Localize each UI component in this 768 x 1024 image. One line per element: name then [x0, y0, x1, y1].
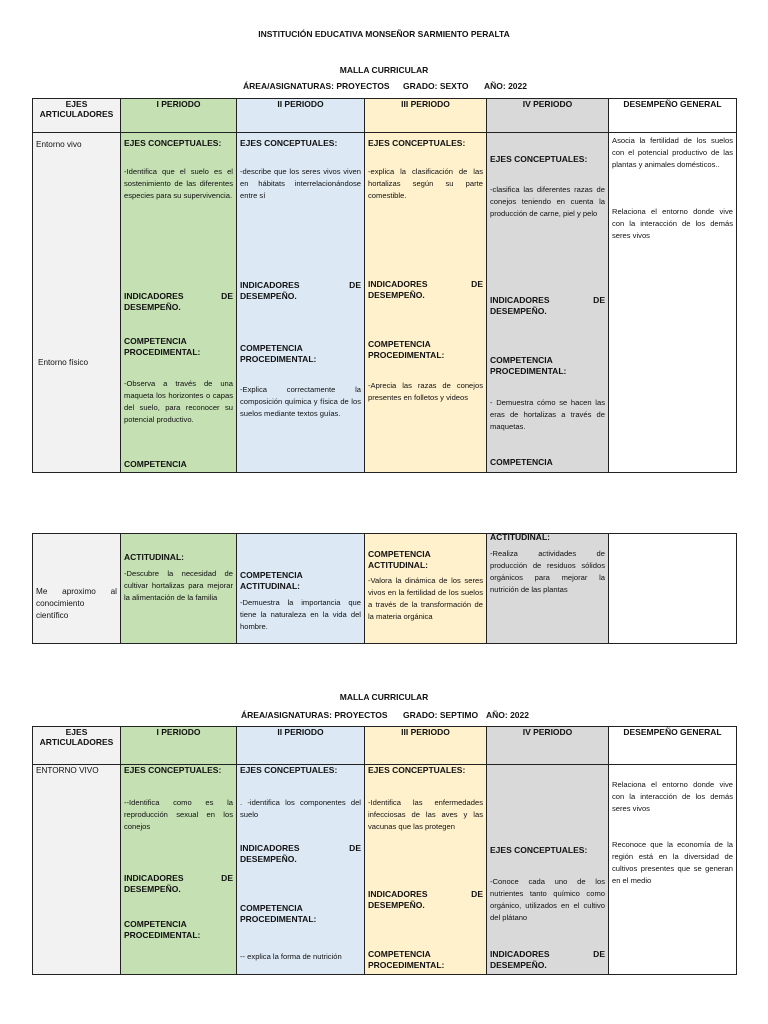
periodo-3-cell	[365, 534, 487, 644]
desempeno-text-2: Reconoce que la economía de la región está en la diversidad de cultivos presentes que se generan en el medio	[612, 840, 733, 885]
eje-entorno-vivo: Entorno vivo	[36, 140, 82, 149]
p1-procedimental-text: -Observa a través de una maqueta los horizontes o capas del suelo, para reconocer su potencial productivo.	[124, 379, 233, 424]
p1-conceptual-text: -Identifica que el suelo es el sostenimiento de las diferentes especies para su supervivencia.	[124, 167, 233, 200]
p2-procedimental-text: -- explica la forma de nutrición	[240, 952, 342, 961]
header-periodo-3: III PERIODO	[365, 727, 487, 765]
label-ejes-conceptuales: EJES CONCEPTUALES:	[240, 138, 338, 148]
label-actitudinal: ACTITUDINAL:	[490, 532, 550, 542]
label-ejes-conceptuales: EJES CONCEPTUALES:	[124, 765, 222, 775]
desempeno-cell	[609, 133, 737, 473]
label-competencia-procedimental: COMPETENCIA PROCEDIMENTAL:	[240, 343, 317, 364]
curriculum-table-sexto-continued	[32, 533, 737, 644]
label-competencia-procedimental: COMPETENCIA PROCEDIMENTAL:	[490, 355, 567, 376]
p3-actitudinal-text: -Valora la dinámica de los seres vivos en la fertilidad de los suelos a través de la transformación de la materia orgánica	[368, 576, 483, 621]
p4-actitudinal-text: -Realiza actividades de producción de residuos sólidos orgánicos para mejorar la nutrición de las plantas	[490, 549, 605, 594]
label-competencia-procedimental: COMPETENCIA PROCEDIMENTAL:	[240, 903, 317, 924]
eje-entorno-fisico: Entorno físico	[38, 358, 89, 367]
curriculum-table-septimo	[32, 726, 737, 975]
grado-sexto: GRADO: SEXTO	[403, 81, 469, 91]
label-competencia-actitudinal: COMPETENCIA ACTITUDINAL:	[368, 549, 431, 570]
p3-conceptual-text: -Identifica las enfermedades infecciosas de las aves y las vacunas que las protegen	[368, 798, 483, 831]
header-periodo-4: IV PERIODO	[487, 727, 609, 765]
label-competencia-procedimental: COMPETENCIA PROCEDIMENTAL:	[124, 919, 201, 940]
periodo-3-cell	[365, 133, 487, 473]
p4-procedimental-text: - Demuestra cómo se hacen las eras de hortalizas a través de maquetas.	[490, 398, 605, 431]
label-ejes-conceptuales: EJES CONCEPTUALES:	[490, 154, 588, 164]
p4-conceptual-text: -clasifica las diferentes razas de conejos teniendo en cuenta la producción de carne, piel y pelo	[490, 185, 605, 218]
periodo-2-cell	[237, 133, 365, 473]
label-competencia-procedimental: COMPETENCIA PROCEDIMENTAL:	[368, 949, 445, 970]
header-periodo-3: III PERIODO	[365, 99, 487, 133]
p2-procedimental-text: -Explica correctamente la composición química y física de los suelos mediante textos guías.	[240, 385, 361, 418]
label-competencia: COMPETENCIA	[490, 457, 553, 467]
header-ejes: EJES ARTICULADORES	[33, 727, 121, 765]
periodo-4-cell	[487, 133, 609, 473]
label-ejes-conceptuales: EJES CONCEPTUALES:	[240, 765, 338, 775]
ejes-cell	[33, 765, 121, 975]
desempeno-cell	[609, 534, 737, 644]
label-indicadores: INDICADORES DE DESEMPEÑO.	[124, 873, 233, 894]
p1-conceptual-text: --Identifica como es la reproducción sexual en los conejos	[124, 798, 233, 831]
periodo-2-cell	[237, 534, 365, 644]
area-sexto: ÁREA/ASIGNATURAS: PROYECTOS	[243, 81, 390, 91]
header-desempeno: DESEMPEÑO GENERAL	[609, 99, 737, 133]
anio-sexto: AÑO: 2022	[484, 81, 527, 91]
ejes-cell	[33, 534, 121, 644]
label-ejes-conceptuales: EJES CONCEPTUALES:	[368, 765, 466, 775]
label-indicadores: INDICADORES DE DESEMPEÑO.	[240, 280, 361, 301]
grado-septimo: GRADO: SEPTIMO	[403, 710, 479, 720]
periodo-3-cell	[365, 765, 487, 975]
label-indicadores: INDICADORES DE DESEMPEÑO.	[490, 949, 605, 970]
header-periodo-4: IV PERIODO	[487, 99, 609, 133]
area-septimo: ÁREA/ASIGNATURAS: PROYECTOS	[241, 710, 388, 720]
periodo-1-cell	[121, 765, 237, 975]
desempeno-text-2: Relaciona el entorno donde vive con la interacción de los demás seres vivos	[612, 207, 733, 240]
desempeno-text-1: Relaciona el entorno donde vive con la interacción de los demás seres vivos	[612, 780, 733, 813]
p2-conceptual-text: -describe que los seres vivos viven en hábitats interrelacionándose entre sí	[240, 167, 361, 200]
curriculum-table-sexto	[32, 98, 737, 473]
periodo-4-cell	[487, 765, 609, 975]
label-actitudinal: ACTITUDINAL:	[124, 552, 184, 562]
periodo-4-cell	[487, 534, 609, 644]
header-periodo-1: I PERIODO	[121, 99, 237, 133]
label-competencia-procedimental: COMPETENCIA PROCEDIMENTAL:	[124, 336, 201, 357]
periodo-1-cell	[121, 133, 237, 473]
periodo-2-cell	[237, 765, 365, 975]
malla-title-sexto: MALLA CURRICULAR	[339, 65, 429, 75]
anio-septimo: AÑO: 2022	[486, 710, 529, 720]
p2-conceptual-text: . -identifica los componentes del suelo	[240, 798, 361, 819]
p4-conceptual-text: -Conoce cada uno de los nutrientes tanto químico como orgánico, utilizados en el cultivo del plátano	[490, 877, 605, 922]
label-competencia-procedimental: COMPETENCIA PROCEDIMENTAL:	[368, 339, 445, 360]
p3-procedimental-text: -Aprecia las razas de conejos presentes en folletos y videos	[368, 381, 483, 402]
label-indicadores: INDICADORES DE DESEMPEÑO.	[240, 843, 361, 864]
label-indicadores: INDICADORES DE DESEMPEÑO.	[124, 291, 233, 312]
desempeno-cell	[609, 765, 737, 975]
header-periodo-2: II PERIODO	[237, 99, 365, 133]
label-competencia: COMPETENCIA	[124, 459, 187, 469]
p1-actitudinal-text: -Descubre la necesidad de cultivar hortalizas para mejorar la alimentación de la familia	[124, 569, 233, 602]
desempeno-text-1: Asocia la fertilidad de los suelos con el potencial productivo de las plantas y animales domésticos..	[612, 136, 733, 169]
malla-title-septimo: MALLA CURRICULAR	[339, 692, 429, 702]
eje-me-aproximo: Me aproximo al conocimiento científico	[36, 587, 117, 620]
label-ejes-conceptuales: EJES CONCEPTUALES:	[124, 138, 222, 148]
header-periodo-1: I PERIODO	[121, 727, 237, 765]
label-indicadores: INDICADORES DE DESEMPEÑO.	[368, 279, 483, 300]
label-ejes-conceptuales: EJES CONCEPTUALES:	[368, 138, 466, 148]
p2-actitudinal-text: -Demuestra la importancia que tiene la naturaleza en la vida del hombre.	[240, 598, 361, 631]
ejes-cell	[33, 133, 121, 473]
p3-conceptual-text: -explica la clasificación de las hortalizas según su parte comestible.	[368, 167, 483, 200]
label-indicadores: INDICADORES DE DESEMPEÑO.	[490, 295, 605, 316]
header-periodo-2: II PERIODO	[237, 727, 365, 765]
institution-title: INSTITUCIÓN EDUCATIVA MONSEÑOR SARMIENTO PERALTA	[258, 29, 510, 39]
header-ejes: EJES ARTICULADORES	[33, 99, 121, 133]
eje-entorno-vivo: ENTORNO VIVO	[36, 766, 99, 775]
header-desempeno: DESEMPEÑO GENERAL	[609, 727, 737, 765]
label-competencia-actitudinal: COMPETENCIA ACTITUDINAL:	[240, 570, 303, 591]
label-ejes-conceptuales: EJES CONCEPTUALES:	[490, 845, 588, 855]
label-indicadores: INDICADORES DE DESEMPEÑO.	[368, 889, 483, 910]
periodo-1-cell	[121, 534, 237, 644]
